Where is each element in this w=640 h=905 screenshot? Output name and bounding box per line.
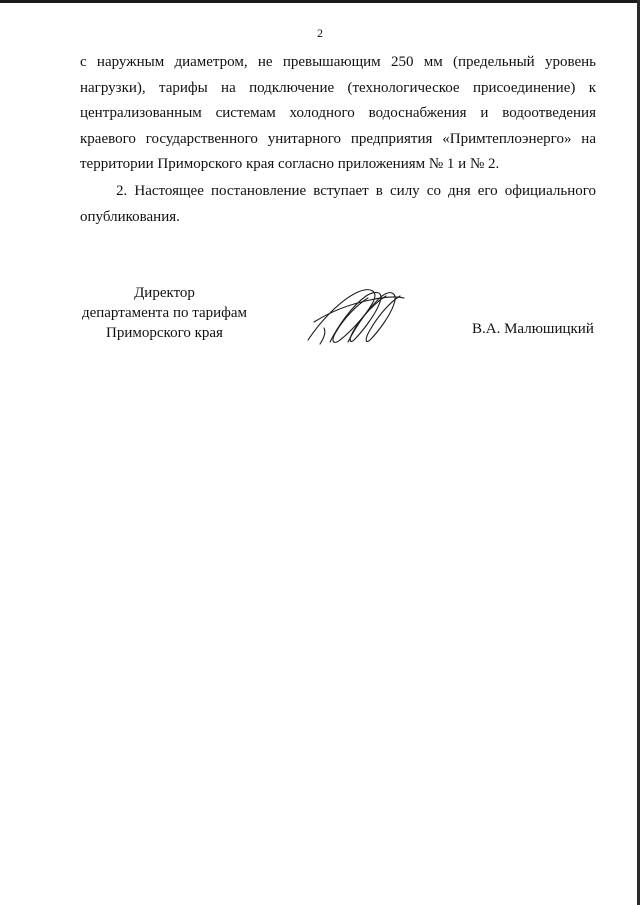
signatory-title-line: департамента по тарифам (81, 305, 248, 321)
signatory-name: В.А. Малюшицкий (472, 321, 594, 337)
signatory-title-line: Директор (134, 285, 195, 301)
signatory-title-line: Приморского края (106, 325, 223, 341)
paragraph-continuation: с наружным диаметром, не превышающим 250 мм (предельный уровень нагрузки), тарифы на подключение (технологическое присоединение) к централизованным системам холодного водоснабжения и водоотведения краевого государственного унитарного предприятия «Примтеплоэнерго» на территории Приморского края согласно приложениям № 1 и № 2. (80, 54, 596, 173)
signatory-title (72, 283, 257, 343)
page-number: 2 (317, 26, 323, 40)
scan-top-edge (0, 0, 640, 3)
paragraph-effective-date: 2. Настоящее постановление вступает в силу со дня его официального опубликования. (80, 182, 596, 225)
document-body (80, 50, 596, 231)
handwritten-signature-icon (300, 282, 410, 352)
